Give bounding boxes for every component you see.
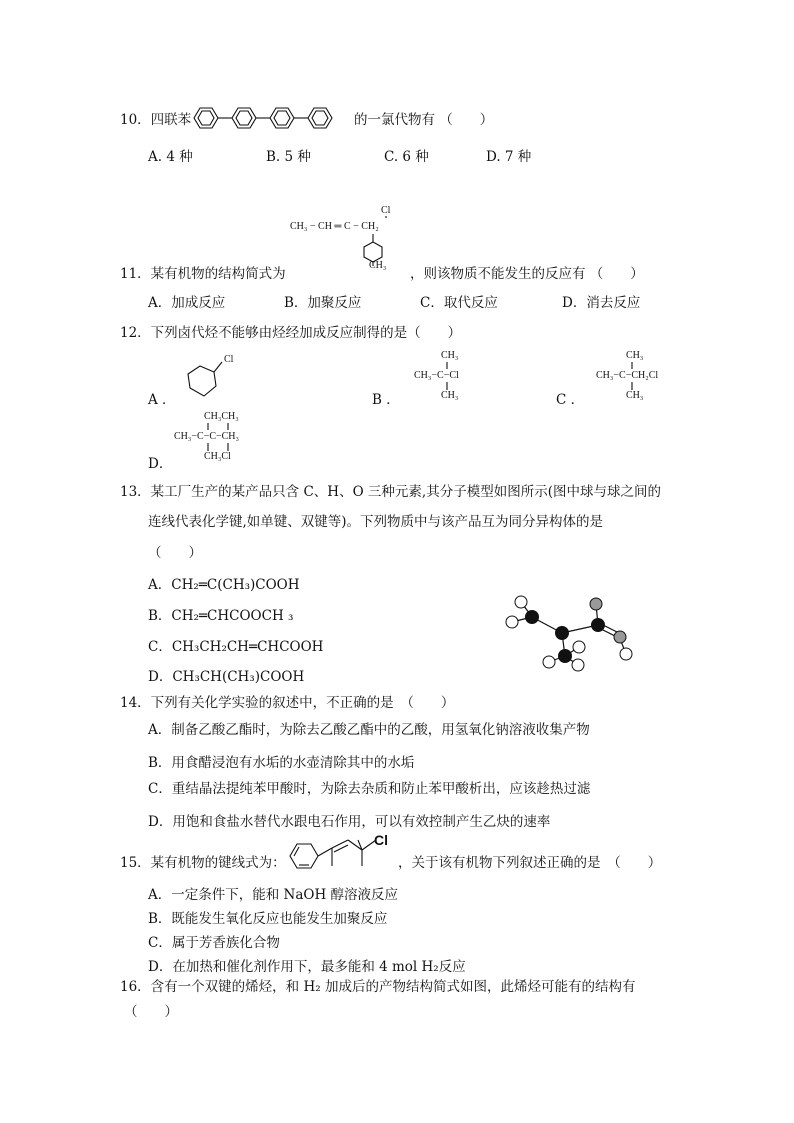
q11-formula-cl: Cl (381, 205, 391, 216)
q11-option-c: C．取代反应 (420, 295, 498, 311)
q10-option-b: B. 5 种 (266, 149, 311, 165)
q13-molecule-model (502, 592, 642, 672)
q12-option-c-label: C ． (556, 392, 585, 408)
q14-option-a: A．制备乙酸乙酯时，为除去乙酸乙酯中的乙酸，用氢氧化钠溶液收集产物 (148, 722, 590, 738)
q11-stem-suffix: ，则该物质不能发生的反应有 （ ） (410, 266, 644, 282)
q11-stem-prefix: 11．某有机物的结构简式为 (120, 266, 286, 282)
q15-stem-prefix: 15．某有机物的键线式为： (120, 855, 286, 871)
q12-stem: 12．下列卤代烃不能够由烃经加成反应制得的是（ ） (120, 325, 462, 341)
q12-option-c-bot: CH₃ (626, 390, 644, 401)
q13-option-b: B．CH₂═CHCOOCH ₃ (148, 608, 294, 624)
q12-option-d-bonds (200, 420, 240, 464)
q12-option-c-bonds (627, 360, 637, 404)
q14-stem: 14．下列有关化学实验的叙述中，不正确的是 （ ） (120, 695, 455, 711)
q14-option-c: C．重结晶法提纯苯甲酸时，为除去杂质和防止苯甲酸析出，应该趁热过滤 (148, 781, 591, 797)
q10-option-a: A. 4 种 (148, 149, 193, 165)
q10-stem-prefix: 10．四联苯 (120, 112, 192, 128)
q11-formula-ch3: CH₃ (369, 260, 387, 271)
q11-option-a: A．加成反应 (148, 295, 226, 311)
q12-option-d-bot: CH₃Cl (204, 451, 231, 462)
q16-line2: （ ） (124, 1004, 178, 1020)
q10-option-d: D. 7 种 (486, 149, 532, 165)
q12-option-b-label: B ． (372, 392, 400, 408)
q12-option-b-bonds (442, 360, 452, 404)
q12-option-a-cyclohexane (186, 354, 246, 404)
q15-option-d: D．在加热和催化剂作用下，最多能和 4 mol H₂反应 (148, 959, 466, 975)
q15-cl-label: Cl (374, 832, 388, 848)
q11-option-b: B．加聚反应 (284, 295, 362, 311)
q13-option-c: C．CH₃CH₂CH═CHCOOH (148, 639, 324, 655)
q11-formula-main: CH₃ − CH ═ C − CH₂ (290, 221, 379, 232)
q13-line3: （ ） (148, 545, 202, 561)
q15-option-a: A．一定条件下，能和 NaOH 醇溶液反应 (148, 887, 399, 903)
q10-stem-suffix: 的一氯代物有 （ ） (354, 112, 494, 128)
q12-option-b-top: CH₃ (441, 350, 459, 361)
q12-option-a-cl: Cl (224, 354, 234, 365)
q12-option-b-bot: CH₃ (441, 390, 459, 401)
q12-option-c-top: CH₃ (626, 350, 644, 361)
q13-line1: 13．某工厂生产的某产品只含 C、H、O 三种元素,其分子模型如图所示(图中球与球之间的 (120, 484, 661, 500)
q13-option-a: A．CH₂═C(CH₃)COOH (148, 577, 300, 593)
q12-option-d-label: D． (148, 456, 173, 472)
q13-line2: 连线代表化学键,如单键、双键等)。下列物质中与该产品互为同分异构体的是 (148, 514, 604, 530)
q12-option-a-label: A ． (148, 392, 176, 408)
q15-stem-suffix: ，关于该有机物下列叙述正确的是 （ ） (398, 855, 662, 871)
q12-option-c-mid: CH₃−C−CH₂Cl (596, 370, 659, 381)
q11-option-d: D．消去反应 (562, 295, 641, 311)
q10-option-c: C. 6 种 (384, 149, 429, 165)
q14-option-d: D．用饱和食盐水替代水跟电石作用，可以有效控制产生乙炔的速率 (148, 814, 551, 830)
q13-option-d: D．CH₃CH(CH₃)COOH (148, 669, 305, 685)
q12-option-d-top: CH₃CH₃ (204, 411, 239, 422)
q16-line1: 16．含有一个双键的烯烃，和 H₂ 加成后的产物结构简式如图，此烯烃可能有的结构有 (120, 979, 636, 995)
q12-option-d-mid: CH₃−C−C−CH₃ (174, 431, 240, 442)
q12-option-b-mid: CH₃−C−Cl (414, 370, 459, 381)
q15-option-b: B．既能发生氧化反应也能发生加聚反应 (148, 911, 388, 927)
q14-option-b: B．用食醋浸泡有水垢的水壶清除其中的水垢 (148, 755, 415, 771)
q15-option-c: C．属于芳香族化合物 (148, 935, 280, 951)
q10-quaterphenyl-structure (190, 104, 350, 132)
